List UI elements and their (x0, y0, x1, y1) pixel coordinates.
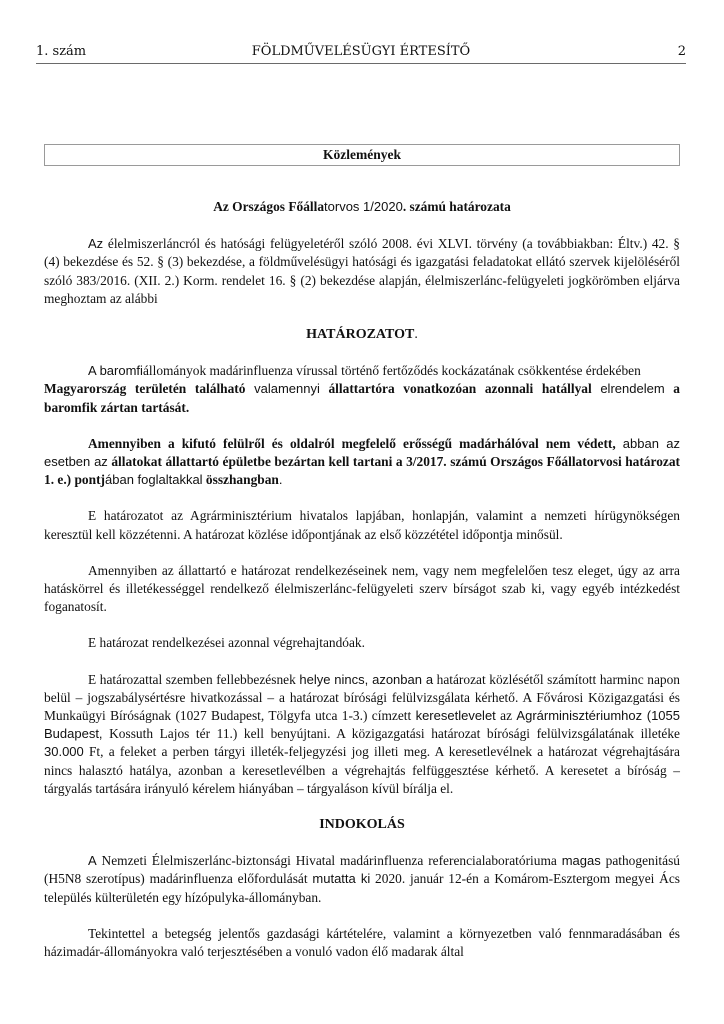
text-run: 2020. január 12-én a Komárom-Esztergom megyei Ács település külterületén egy hízópulyka-állományban. (44, 871, 680, 905)
text-run: állatokat állattartó épületbe bezártan kell tartani a 3/2017. számú Országos Főállatorvosi határozat 1. e.) pontj (44, 454, 680, 488)
text-run: . (278, 472, 283, 488)
text-run: baromfi (99, 363, 143, 379)
text-run: abban az esetben az (44, 435, 680, 470)
page-header (36, 44, 686, 64)
text-run: Ft, a feleket a perben tárgyi illeték-feljegyzési jog illeti meg. A keresetlevélnek a határozat végrehajtására nincs halasztó hatálya, azonban a keresetlevélben a végrehajtás felfüggesztése kérhető. A keresetet a bíróság – tárgyalás tartására irányuló kérelem hiányában – tárgyaláson kívül bírálja el. (44, 744, 680, 796)
text-run: határozat közlésétől számított harminc napon belül – jogszabálysértésre hivatkozással – a határozat bírósági felülvizsgálata kérhető. A Fővárosi Közigazgatási és Munkaügyi Bíróságnak (1027 Budapest, Tölgyfa utca 1-3.) címzett (44, 671, 680, 724)
text-run: A (88, 853, 97, 869)
condition-paragraph (44, 435, 680, 490)
text-run: E határozattal szemben fellebbezésnek (88, 671, 300, 687)
journal-title: FÖLDMŰVELÉSÜGYI ÉRTESÍTŐ (251, 44, 471, 59)
title-part: torvos 1/2020 (324, 199, 403, 214)
reasoning-paragraph-1 (44, 852, 680, 907)
text-run: Nemzeti Élelmiszerlánc-biztonsági Hivatal madárinfluenza referencialaboratóriuma (96, 853, 562, 869)
text-run: Magyarország területén található (44, 381, 255, 397)
text-run: állományok madárinfluenza vírussal történő fertőződés kockázatának csökkentése érdekében (142, 363, 641, 379)
text-run: pathogenitású (H5N8 szerotípus) madárinfluenza előfordulását (44, 853, 680, 887)
section-box-announcements (44, 144, 680, 166)
text-run: összhangban (202, 472, 279, 488)
intro-paragraph (44, 235, 680, 308)
text-run: 30.000 (44, 744, 84, 760)
text-run: a baromfik zártan tartását. (44, 381, 680, 415)
section-box-label: Közlemények (323, 147, 401, 162)
text-run: valamennyi (254, 381, 320, 397)
text-run: ában foglaltakkal (105, 472, 203, 488)
enforcement-paragraph: E határozat rendelkezései azonnal végrehajtandóak. (88, 635, 365, 651)
title-part: Az Országos Főálla (213, 199, 325, 214)
text-run: magas (561, 853, 601, 869)
heading-dot: . (414, 327, 418, 343)
text-run: Amennyiben a kifutó felülről és oldalról megfelelő erősségű madárhálóval nem védett, (88, 435, 623, 451)
order-paragraph-2 (44, 380, 680, 416)
intro-lead: Az (88, 236, 104, 252)
text-run: Kossuth Lajos tér 11.) kell benyújtani. A közigazgatási határozat bírósági felülvizsgálatának illetéke (102, 726, 680, 742)
order-paragraph-1 (44, 362, 680, 380)
heading-text: HATÁROZATOT (306, 327, 415, 343)
reasoning-paragraph-2: Tekintettel a betegség jelentős gazdasági kártételére, valamint a környezetben való fennmaradásában és házimadár-állományokra való terjesztésében a vonuló vadon élő madarak által (44, 925, 680, 960)
text-run: Agrárminisztériumhoz (1055 Budapest, (44, 708, 680, 742)
heading-decision (44, 326, 680, 344)
text-run: az (495, 708, 517, 724)
intro-text: élelmiszerláncról és hatósági felügyeletéről szóló 2008. évi XLVI. törvény (a továbbiakban: Éltv.) 42. § (4) bekezdése és 52. § (3) bekezdése, a földművelésügyi hatósági és igazgatási feladatokat ellátó szervek kijelöléséről szóló 383/2016. (XII. 2.) Korm. rendelet 16. § (2) bekezdése alapján, élelmiszerlánc-felügyeleti jogkörömben eljárva meghoztam az alábbi (44, 236, 680, 306)
appeal-paragraph (44, 671, 680, 798)
text-run: mutatta ki (312, 871, 371, 887)
page-number: 2 (677, 44, 686, 59)
heading-reasoning: INDOKOLÁS (319, 817, 405, 833)
text-run: helye nincs, azonban a (299, 671, 434, 687)
penalty-paragraph: Amennyiben az állattartó e határozat rendelkezéseinek nem, vagy nem megfelelően tesz eleget, úgy az arra hatáskörrel és illetékességgel rendelkező élelmiszerlánc-felügyeleti szerv bírságot szab ki, vagy egyéb intézkedést foganatosít. (44, 562, 680, 615)
decision-title (44, 198, 680, 216)
text-run: elrendelem (600, 381, 665, 397)
text-run: állattartóra vonatkozóan azonnali hatállyal (319, 381, 601, 397)
title-part: . számú határozata (402, 199, 511, 214)
text-run: A (88, 363, 100, 379)
text-run: keresetlevelet (415, 708, 496, 724)
publication-paragraph: E határozatot az Agrárminisztérium hivatalos lapjában, honlapján, valamint a nemzeti hírügynökségen keresztül kell közzétenni. A határozat közlése időpontjának az első közzététel időpontja minősül. (44, 508, 680, 542)
issue-number: 1. szám (36, 44, 87, 59)
document-body (44, 198, 680, 961)
